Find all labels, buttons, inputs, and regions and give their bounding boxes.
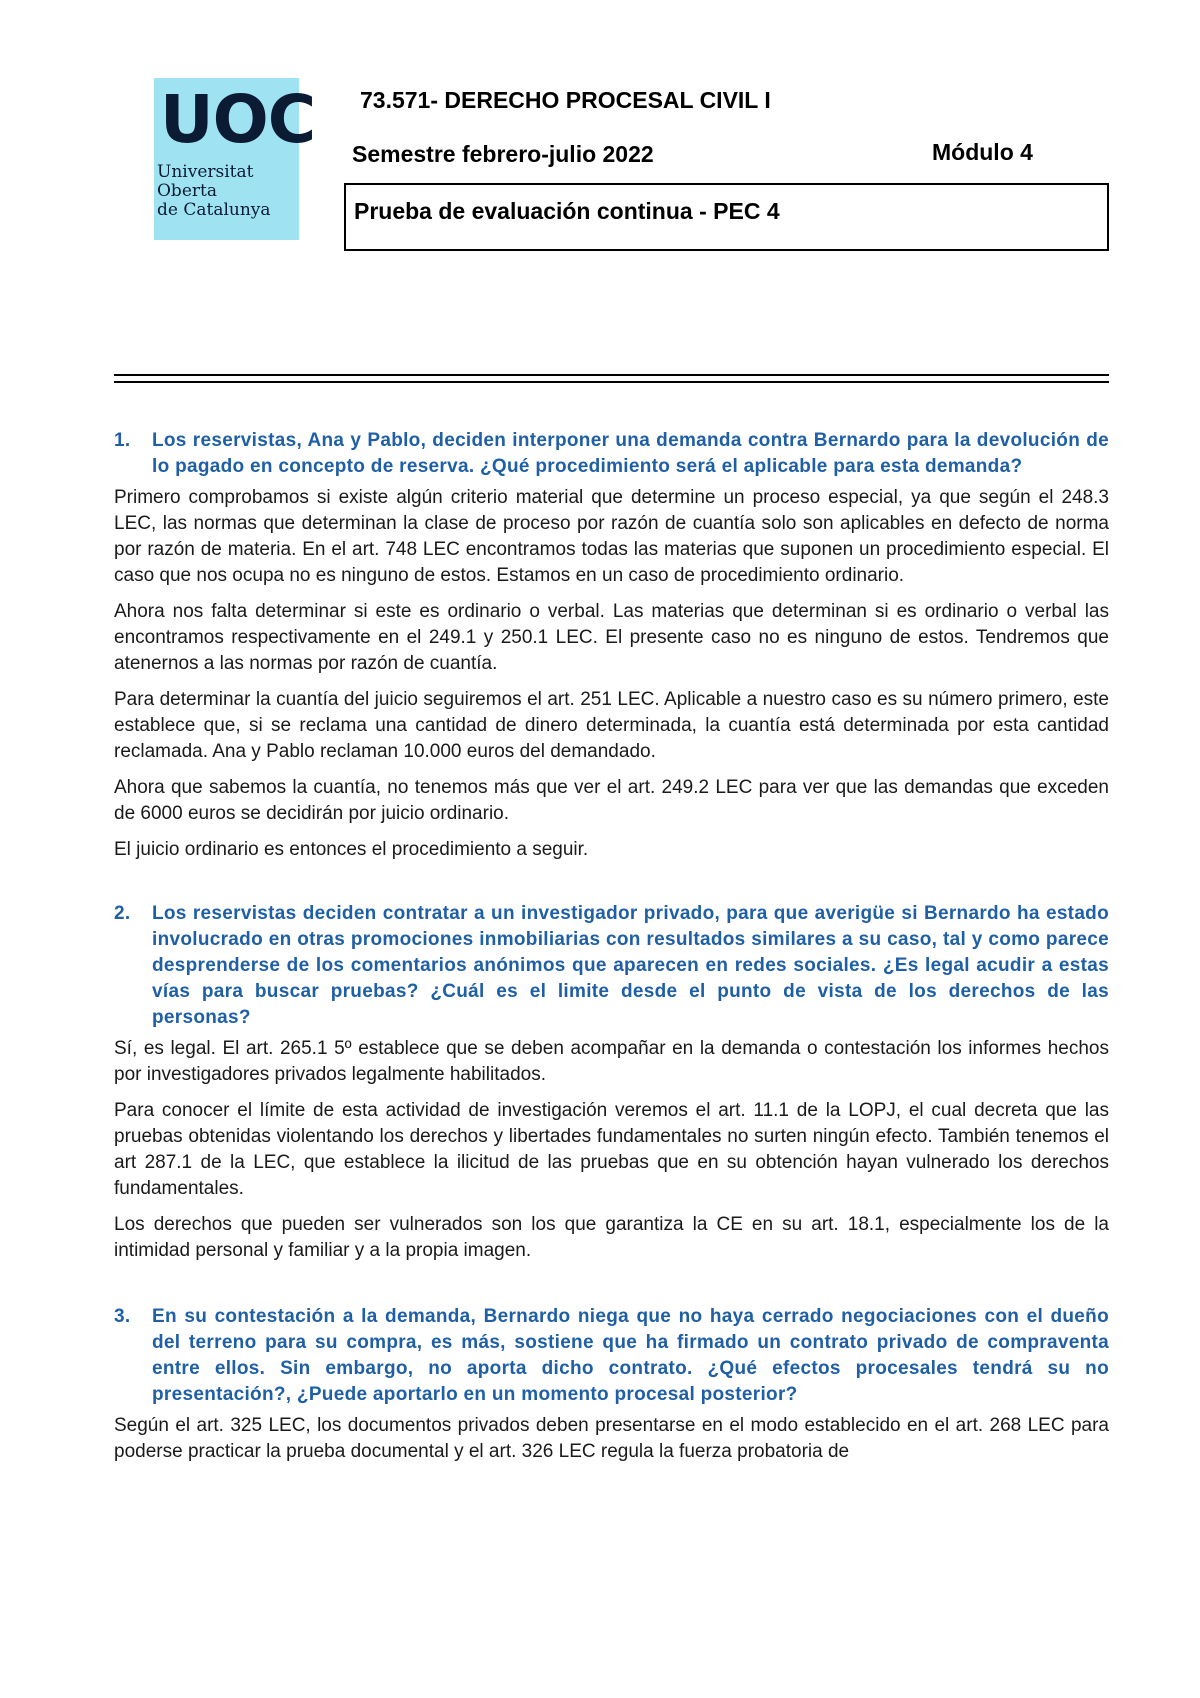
course-title: 73.571- DERECHO PROCESAL CIVIL I bbox=[360, 87, 771, 113]
module-label: Módulo 4 bbox=[932, 139, 1033, 165]
answer-paragraph: Ahora que sabemos la cuantía, no tenemos más que ver el art. 249.2 LEC para ver que las demandas que exceden de 6000 euros se decidirán por juicio ordinario. bbox=[114, 777, 1109, 824]
semester-label: Semestre febrero-julio 2022 bbox=[352, 141, 654, 167]
answer-paragraph: Primero comprobamos si existe algún criterio material que determine un proceso especial, ya que según el 248.3 LEC, las normas que determinan la clase de proceso por razón de cuantía solo son aplicables en defecto de norma por razón de materia. En el art. 748 LEC encontramos todas las materias que suponen un procedimiento especial. El caso que nos ocupa no es ninguno de estos. Estamos en un caso de procedimiento ordinario. bbox=[114, 487, 1109, 586]
question-3 bbox=[114, 1304, 1109, 1408]
logo-name-line: Universitat bbox=[157, 162, 254, 182]
answer-paragraph: Según el art. 325 LEC, los documentos privados deben presentarse en el modo establecido en el art. 268 LEC para poderse practicar la prueba documental y el art. 326 LEC regula la fuerza probatoria de bbox=[114, 1415, 1109, 1462]
logo-university-name bbox=[157, 163, 271, 220]
question-number: 2. bbox=[114, 903, 131, 924]
header-divider-bottom bbox=[114, 381, 1109, 383]
uoc-logo bbox=[154, 78, 316, 240]
question-text: Los reservistas deciden contratar a un investigador privado, para que averigüe si Bernardo ha estado involucrado en otras promociones inmobiliarias con resultados similares a su caso, tal y como parece desprenderse de los comentarios anónimos que aparecen en redes sociales. ¿Es legal acudir a estas vías para buscar pruebas? ¿Cuál es el limite desde el punto de vista de los derechos de las personas? bbox=[152, 903, 1109, 1028]
logo-name-line: Oberta bbox=[157, 181, 217, 201]
answer-paragraph: Para determinar la cuantía del juicio seguiremos el art. 251 LEC. Aplicable a nuestro caso es su número primero, este establece que, si se reclama una cantidad de dinero determinada, la cuantía está determinada por esta cantidad reclamada. Ana y Pablo reclaman 10.000 euros del demandado. bbox=[114, 689, 1109, 762]
question-text: En su contestación a la demanda, Bernardo niega que no haya cerrado negociaciones con el dueño del terreno para su compra, es más, sostiene que ha firmado un contrato privado de compraventa entre ellos. Sin embargo, no aporta dicho contrato. ¿Qué efectos procesales tendrá su no presentación?, ¿Puede aportarlo en un momento procesal posterior? bbox=[152, 1306, 1109, 1405]
assignment-title: Prueba de evaluación continua - PEC 4 bbox=[354, 198, 780, 224]
question-text: Los reservistas, Ana y Pablo, deciden interponer una demanda contra Bernardo para la devolución de lo pagado en concepto de reserva. ¿Qué procedimiento será el aplicable para esta demanda? bbox=[152, 430, 1109, 477]
assignment-title-box bbox=[344, 183, 1109, 251]
question-1 bbox=[114, 428, 1109, 480]
answer-paragraph: Sí, es legal. El art. 265.1 5º establece que se deben acompañar en la demanda o contestación los informes hechos por investigadores privados legalmente habilitados. bbox=[114, 1038, 1109, 1085]
logo-underline bbox=[154, 235, 299, 240]
question-number: 3. bbox=[114, 1306, 131, 1327]
question-number: 1. bbox=[114, 430, 131, 451]
logo-mark: UOC bbox=[160, 81, 316, 158]
section-spacer bbox=[114, 1274, 1109, 1304]
section-spacer bbox=[114, 873, 1109, 901]
answer-paragraph: Ahora nos falta determinar si este es ordinario o verbal. Las materias que determinan si es ordinario o verbal las encontramos respectivamente en el 249.1 y 250.1 LEC. El presente caso no es ninguno de estos. Tendremos que atenernos a las normas por razón de cuantía. bbox=[114, 601, 1109, 674]
document-body bbox=[114, 428, 1109, 1475]
logo-name-line: de Catalunya bbox=[157, 200, 271, 220]
answer-paragraph: Para conocer el límite de esta actividad de investigación veremos el art. 11.1 de la LOPJ, el cual decreta que las pruebas obtenidas violentando los derechos y libertades fundamentales no surten ningún efecto. También tenemos el art 287.1 de la LEC, que establece la ilicitud de las pruebas que en su obtención hayan vulnerado los derechos fundamentales. bbox=[114, 1100, 1109, 1199]
header-divider-top bbox=[114, 374, 1109, 376]
answer-paragraph: Los derechos que pueden ser vulnerados son los que garantiza la CE en su art. 18.1, especialmente los de la intimidad personal y familiar y a la propia imagen. bbox=[114, 1214, 1109, 1261]
answer-paragraph: El juicio ordinario es entonces el procedimiento a seguir. bbox=[114, 839, 589, 860]
question-2 bbox=[114, 901, 1109, 1031]
